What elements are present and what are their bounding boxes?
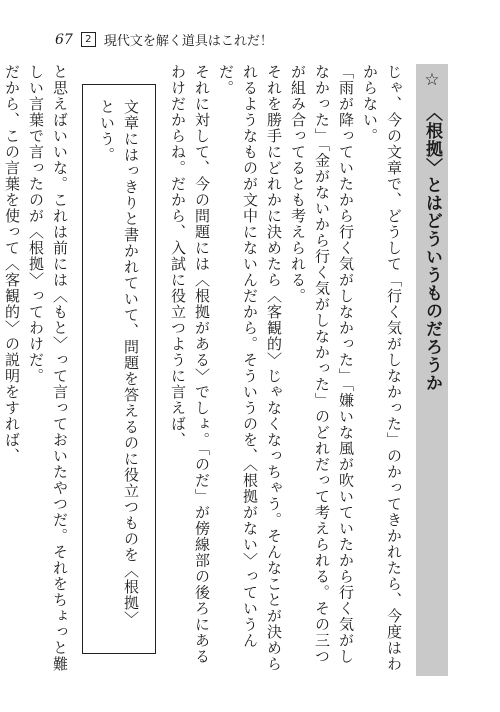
running-header [55, 30, 273, 49]
paragraph: じゃ、今の文章で、どうして「行く気がしなかった」のかってきかれたら、今度はわからない。 [361, 64, 403, 672]
definition-text: 文章にはっきりと書かれていて、問題を答えるのに役立つものを〈根拠〉という。 [98, 99, 140, 627]
section-heading-text: 〈根拠〉とはどういうものだろうか [422, 103, 442, 392]
definition-box [82, 84, 156, 654]
chapter-number-badge: 2 [81, 32, 96, 47]
section-heading [416, 64, 448, 676]
paragraph: それに対して、今の問題には〈根拠がある〉でしょ。「のだ」が傍線部の後ろにあるわけだからね。だから、入試に役立つように言えば、 [169, 64, 211, 665]
paragraph: だから、この言葉を使って〈客観的〉の説明をすれば、 [3, 64, 21, 464]
star-icon: ☆ [422, 70, 442, 91]
vertical-text-body [3, 64, 448, 674]
paragraph: 「雨が降っていたから行く気がしなかった」「嫌いな風が吹いていたから行く気がしなかった」「金がないから行く気がしなかった」のどれだって考えられる。その三つが組み合ってるとも考えられる。 [289, 64, 355, 665]
paragraph: それを勝手にどれかに決めたら〈客観的〉じゃなくなっちゃう。そんなことが決められるようなものが文中にないんだから。そういうのを、〈根拠がない〉っていうんだ。 [217, 64, 283, 672]
page-number: 67 [55, 31, 73, 48]
paragraph: と思えばいいな。これは前には〈もと〉って言っておいたやつだ。それをちょっと難しい言葉で言ったのが〈根拠〉ってわけだ。 [27, 64, 69, 672]
chapter-title: 現代文を解く道具はこれだ！ [103, 34, 273, 49]
